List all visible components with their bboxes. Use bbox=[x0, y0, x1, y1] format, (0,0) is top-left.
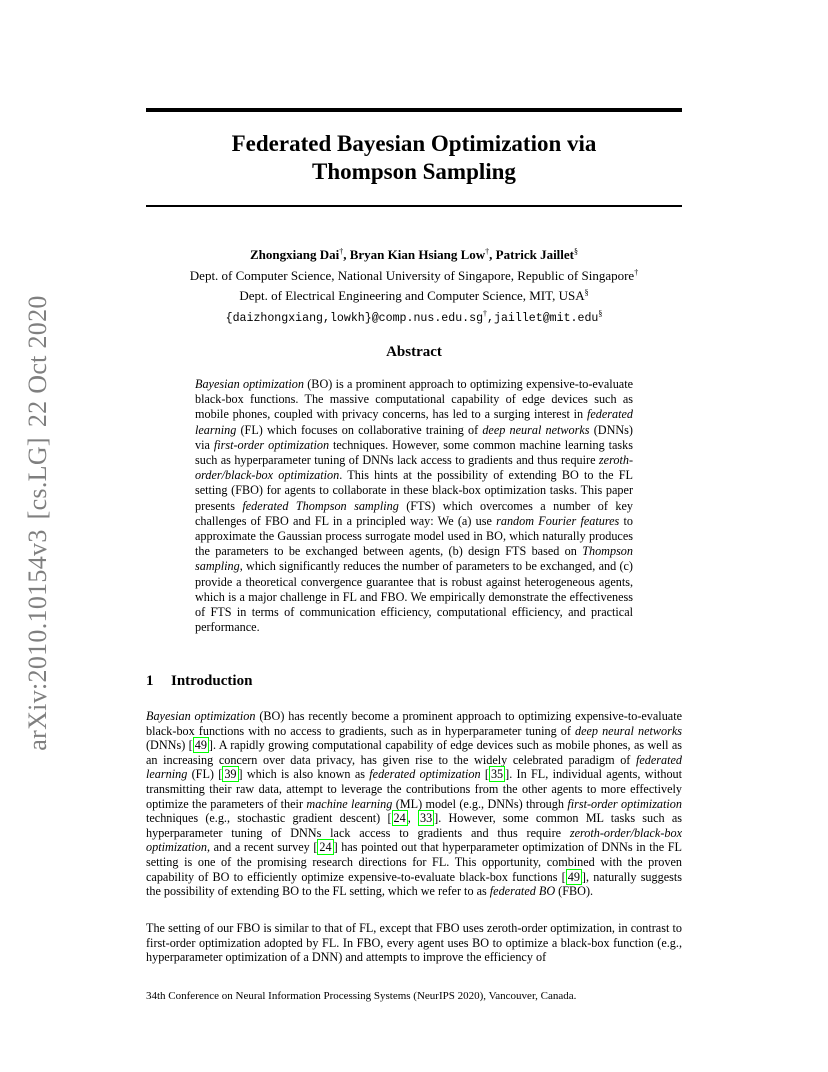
conference-footer: 34th Conference on Neural Information Processing Systems (NeurIPS 2020), Vancouver, Canada. bbox=[146, 990, 577, 1002]
citation-link[interactable]: 33 bbox=[419, 811, 433, 826]
author-1-mark: † bbox=[339, 247, 344, 256]
title-rule-top bbox=[146, 108, 682, 112]
author-names: Zhongxiang Dai†, Bryan Kian Hsiang Low†, Patrick Jaillet§ bbox=[249, 247, 579, 262]
author-2-mark: † bbox=[485, 247, 490, 256]
author-1: Zhongxiang Dai bbox=[249, 247, 340, 262]
author-emails: {daizhongxiang,lowkh}@comp.nus.edu.sg†,jaillet@mit.edu§ bbox=[225, 308, 603, 325]
citation-link[interactable]: 35 bbox=[490, 767, 504, 782]
title-rule-bottom bbox=[146, 205, 682, 207]
author-2: Bryan Kian Hsiang Low bbox=[349, 247, 486, 262]
paper-title bbox=[146, 130, 682, 186]
author-block bbox=[146, 243, 682, 327]
arxiv-sidebar bbox=[20, 288, 56, 758]
arxiv-stamp bbox=[23, 290, 53, 755]
arxiv-date: 22 Oct 2020 bbox=[23, 295, 52, 428]
affiliation-1: Dept. of Computer Science, National University of Singapore, Republic of Singapore† bbox=[189, 267, 639, 283]
author-3: Patrick Jaillet bbox=[495, 247, 575, 262]
section-title: Introduction bbox=[171, 673, 253, 689]
arxiv-id: arXiv:2010.10154v3 bbox=[23, 529, 52, 751]
citation-link[interactable]: 39 bbox=[224, 767, 237, 782]
citation-link[interactable]: 24 bbox=[319, 840, 332, 855]
section-heading-introduction bbox=[146, 673, 682, 690]
title-line-2: Thompson Sampling bbox=[312, 159, 516, 184]
email-nus: {daizhongxiang,lowkh}@comp.nus.edu.sg bbox=[225, 311, 484, 325]
intro-paragraph-1: Bayesian optimization (BO) has recently become a prominent approach to optimizing expensive-to-evaluate black-box functions with no access to gradients, such as in hyperparameter tuning of deep neural networks (DNNs) [ 49 ]. A rapidly growing computational capability of edge devices such as mobile phones, as well as an increasing concern over data privacy, has given rise to the widely celebrated paradigm of federated learning (FL) [ 39 ] which is also known as federated optimization [ 35 ]. In FL, individual agents, without transmitting their raw data, attempt to leverage the contributions from the other agents to more effectively optimize the parameters of their machine learning (ML) model (e.g., DNNs) through first-order optimization techniques (e.g., stochastic gradient descent) [ 24 , 33 ]. However, some common ML tasks such as hyperparameter tuning of DNNs lack access to gradients and thus require zeroth-order/black-box optimization, and a recent survey [ 24 ] has pointed out that hyperparameter optimization of DNNs in the FL setting is one of the promising research directions for FL. This opportunity, combined with the proven capability of BO to efficiently optimize expensive-to-evaluate black-box functions [ 49 ], naturally suggests the possibility of extending BO to the FL setting, which we refer to as federated BO (FBO). bbox=[146, 709, 683, 899]
arxiv-category: [cs.LG] bbox=[23, 437, 52, 520]
citation-link[interactable]: 49 bbox=[194, 738, 207, 753]
intro-paragraph-2: The setting of our FBO is similar to that of FL, except that FBO uses zeroth-order optimization, in contrast to first-order optimization adopted by FL. In FBO, every agent uses BO to optimize a black-box function (e.g., hyperparameter optimization of a DNN) and attempts to improve the efficiency of bbox=[146, 921, 682, 965]
abstract-heading: Abstract bbox=[386, 344, 442, 360]
abstract-paragraph: Bayesian optimization (BO) is a prominent approach to optimizing expensive-to-evaluate black-box functions. The massive computational capability of edge devices such as mobile phones, coupled with privacy concerns, has led to a surging interest in federated learning (FL) which focuses on collaborative training of deep neural networks (DNNs) via first-order optimization techniques. However, some common machine learning tasks such as hyperparameter tuning of DNNs lack access to gradients and thus require zeroth-order/black-box optimization. This hints at the possibility of extending BO to the FL setting (FBO) for agents to collaborate in these black-box optimization tasks. This paper presents federated Thompson sampling (FTS) which overcomes a number of key challenges of FBO and FL in a principled way: We (a) use random Fourier features to approximate the Gaussian process surrogate model used in BO, which naturally produces the parameters to be exchanged between agents, (b) design FTS based on Thompson sampling, which significantly reduces the number of parameters to be exchanged, and (c) provide a theoretical convergence guarantee that is robust against heterogeneous agents, which is a major challenge in FL and FBO. We empirically demonstrate the effectiveness of FTS in terms of communication efficiency, computational efficiency, and practical performance. bbox=[195, 377, 634, 635]
citation-link[interactable]: 24 bbox=[393, 811, 406, 826]
email-mit: ,jaillet@mit.edu bbox=[487, 311, 599, 325]
affiliation-2: Dept. of Electrical Engineering and Computer Science, MIT, USA§ bbox=[239, 288, 589, 303]
citation-link[interactable]: 49 bbox=[567, 869, 580, 884]
abstract-body bbox=[195, 377, 633, 635]
author-3-mark: § bbox=[574, 247, 579, 256]
title-line-1: Federated Bayesian Optimization via bbox=[231, 131, 597, 156]
section-number: 1 bbox=[146, 673, 154, 689]
